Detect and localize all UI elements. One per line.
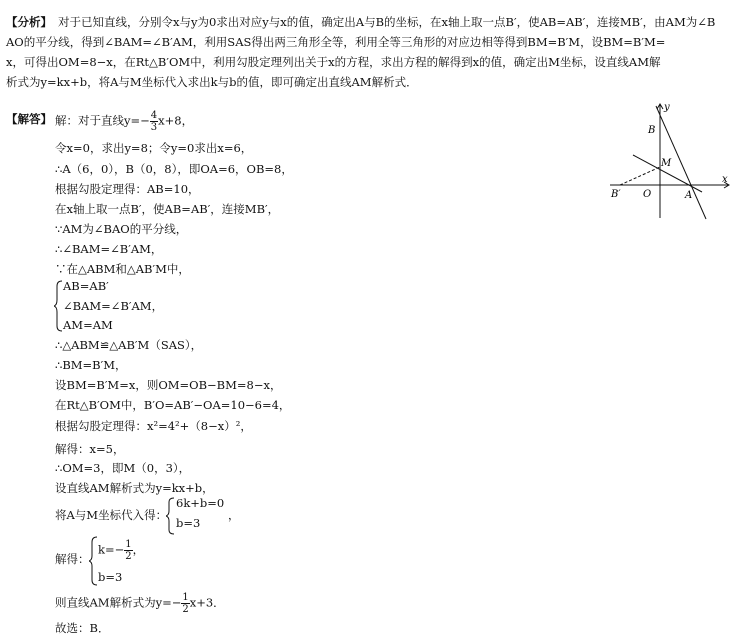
sys3-k-post: ， bbox=[132, 542, 145, 557]
frac-num: 4 bbox=[150, 110, 158, 121]
dashed-BpM bbox=[620, 167, 660, 185]
frac-num: 1 bbox=[125, 539, 132, 550]
solution-line-8: ∵在△ABM和△AB′M中， bbox=[55, 262, 190, 276]
analysis-line-2: AO的平分线，得到∠BAM=∠B′AM，利用SAS得出两三角形全等，利用全等三角形的对应边相等得到BM=B′M，设BM=B′M= bbox=[6, 35, 666, 49]
l19-pre: 则直线AM解析式为y=− bbox=[55, 595, 182, 610]
solution-line-17: 将A与M坐标代入得： bbox=[55, 508, 168, 522]
solution-line-5: 在x轴上取一点B′，使AB=AB′，连接MB′， bbox=[55, 202, 280, 216]
frac-num: 1 bbox=[182, 592, 189, 603]
fraction-4-3 bbox=[150, 110, 158, 133]
solution-line-19 bbox=[55, 592, 225, 615]
solution-line-20: 故选：B． bbox=[55, 621, 110, 635]
system-3-row-2: b=3 bbox=[98, 570, 123, 584]
solution-line-10: ∴BM=B′M， bbox=[55, 358, 127, 372]
l1-pre: 解：对于直线y=− bbox=[55, 113, 150, 128]
solution-line-3: ∴A（6，0），B（0，8），即OA=6，OB=8， bbox=[55, 162, 293, 176]
analysis-line-4: 析式为y=kx+b，将A与M坐标代入求出k与b的值，即可确定出直线AM解析式． bbox=[6, 75, 418, 89]
frac-den: 3 bbox=[150, 122, 158, 133]
l1-post: x+8， bbox=[158, 113, 194, 128]
frac-den: 2 bbox=[182, 604, 189, 615]
l19-post: x+3． bbox=[189, 595, 225, 610]
sys3-k-pre: k=− bbox=[98, 542, 125, 557]
system-1-row-3: AM=AM bbox=[63, 318, 113, 332]
geometry-figure bbox=[605, 98, 735, 223]
solution-line-13: 根据勾股定理得：x²=4²+（8−x）²， bbox=[55, 419, 252, 433]
analysis-line-1: 对于已知直线，分别令x与y为0求出对应y与x的值，确定出A与B的坐标，在x轴上取一点B′，使AB=AB′，连接MB′，由AM为∠B bbox=[58, 15, 716, 29]
label-Bprime: B′ bbox=[611, 189, 621, 200]
label-M: M bbox=[661, 158, 672, 169]
fraction-1-2 bbox=[124, 539, 132, 562]
analysis-line-3: x，可得出OM=8−x，在Rt△B′OM中，利用勾股定理列出关于x的方程，求出方程的解得到x的值，确定出M坐标，设直线AM解 bbox=[6, 55, 661, 69]
label-x: x bbox=[722, 174, 728, 185]
solution-tag: 【解答】 bbox=[6, 112, 52, 126]
solution-line-12: 在Rt△B′OM中，B′O=AB′−OA=10−6=4， bbox=[55, 398, 291, 412]
label-A: A bbox=[685, 190, 693, 201]
system-3-row-1 bbox=[98, 539, 144, 562]
solution-line-18: 解得： bbox=[55, 552, 90, 566]
solution-line-14: 解得：x=5， bbox=[55, 442, 125, 456]
solution-line-4: 根据勾股定理得：AB=10， bbox=[55, 182, 200, 196]
solution-line-1 bbox=[55, 110, 193, 133]
brace-system-2 bbox=[166, 497, 176, 535]
solution-line-2: 令x=0，求出y=8；令y=0求出x=6， bbox=[55, 141, 253, 155]
solution-line-15: ∴OM=3，即M（0，3）， bbox=[55, 461, 191, 475]
system-1-row-2: ∠BAM=∠B′AM， bbox=[63, 299, 164, 313]
label-O: O bbox=[643, 189, 652, 200]
solution-line-9: ∴△ABM≌△AB′M（SAS）， bbox=[55, 338, 203, 352]
solution-line-11: 设BM=B′M=x，则OM=OB−BM=8−x， bbox=[55, 378, 282, 392]
fraction-1-2-b bbox=[181, 592, 189, 615]
frac-den: 2 bbox=[125, 551, 132, 562]
label-B: B bbox=[648, 125, 656, 136]
solution-line-7: ∴∠BAM=∠B′AM， bbox=[55, 242, 163, 256]
label-y: y bbox=[664, 102, 670, 113]
system-2-row-1: 6k+b=0 bbox=[176, 496, 225, 510]
analysis-tag: 【分析】 bbox=[6, 15, 52, 29]
analysis-paragraph bbox=[6, 12, 732, 92]
system-2-comma: ， bbox=[228, 508, 240, 522]
solution-line-16: 设直线AM解析式为y=kx+b， bbox=[55, 481, 214, 495]
solution-line-6: ∵AM为∠BAO的平分线， bbox=[55, 222, 188, 236]
system-2-row-2: b=3 bbox=[176, 516, 201, 530]
system-1-row-1: AB=AB′ bbox=[63, 279, 109, 293]
